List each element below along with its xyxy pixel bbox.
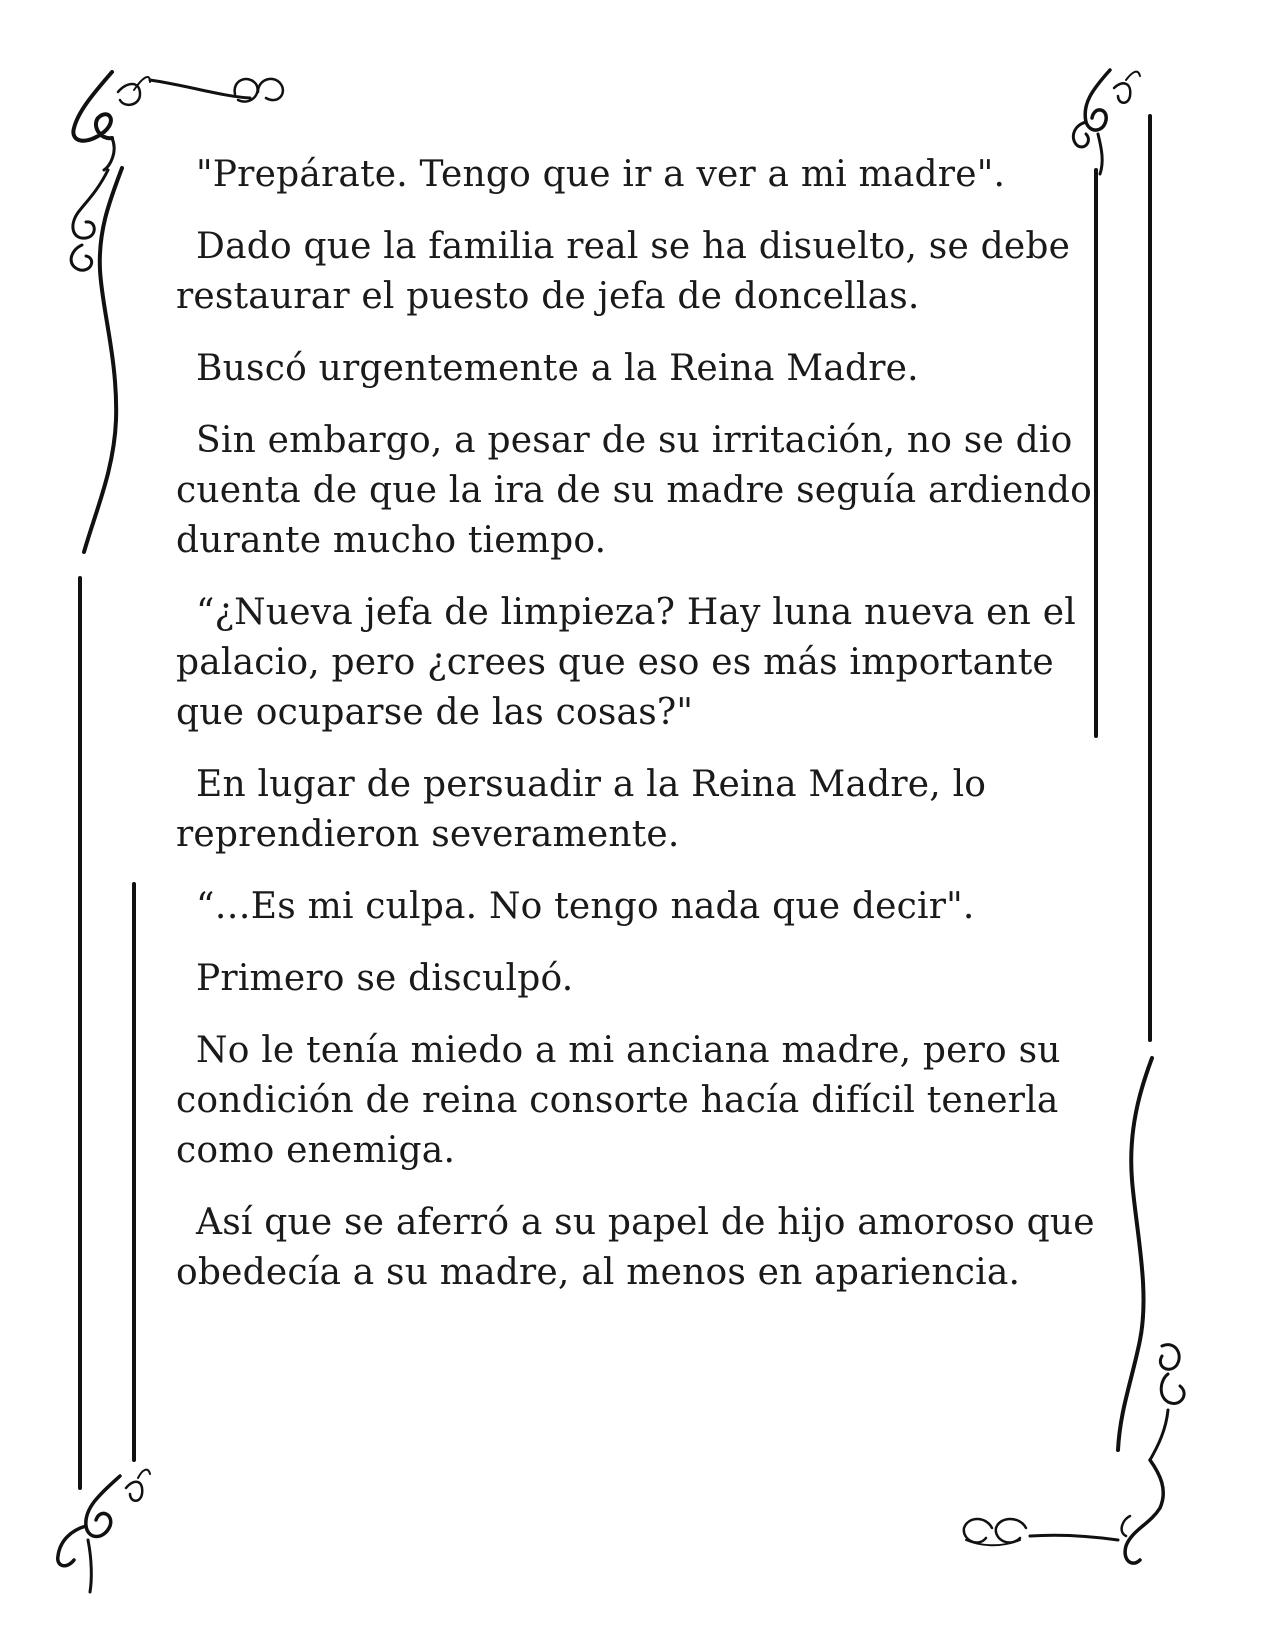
paragraph: Buscó urgentemente a la Reina Madre.	[196, 348, 919, 389]
story-text-block	[176, 150, 1106, 1320]
paragraph: “¿Nueva jefa de limpieza? Hay luna nueva en el palacio, pero ¿crees que eso es más importante que ocuparse de las cosas?"	[176, 592, 1076, 733]
paragraph: Primero se disculpó.	[196, 958, 574, 999]
paragraph: "Prepárate. Tengo que ir a ver a mi madre".	[196, 154, 1006, 195]
paragraph: Así que se aferró a su papel de hijo amoroso que obedecía a su madre, al menos en apariencia.	[176, 1202, 1095, 1293]
corner-flourish-bottom-left	[58, 1470, 150, 1592]
paragraph: En lugar de persuadir a la Reina Madre, lo reprendieron severamente.	[176, 764, 987, 855]
paragraph: Sin embargo, a pesar de su irritación, no se dio cuenta de que la ira de su madre seguía ardiendo durante mucho tiempo.	[176, 420, 1092, 561]
paragraph: “…Es mi culpa. No tengo nada que decir".	[196, 886, 975, 927]
paragraph: Dado que la familia real se ha disuelto, se debe restaurar el puesto de jefa de doncellas.	[176, 226, 1071, 317]
paragraph: No le tenía miedo a mi anciana madre, pero su condición de reina consorte hacía difícil tenerla como enemiga.	[176, 1030, 1061, 1171]
